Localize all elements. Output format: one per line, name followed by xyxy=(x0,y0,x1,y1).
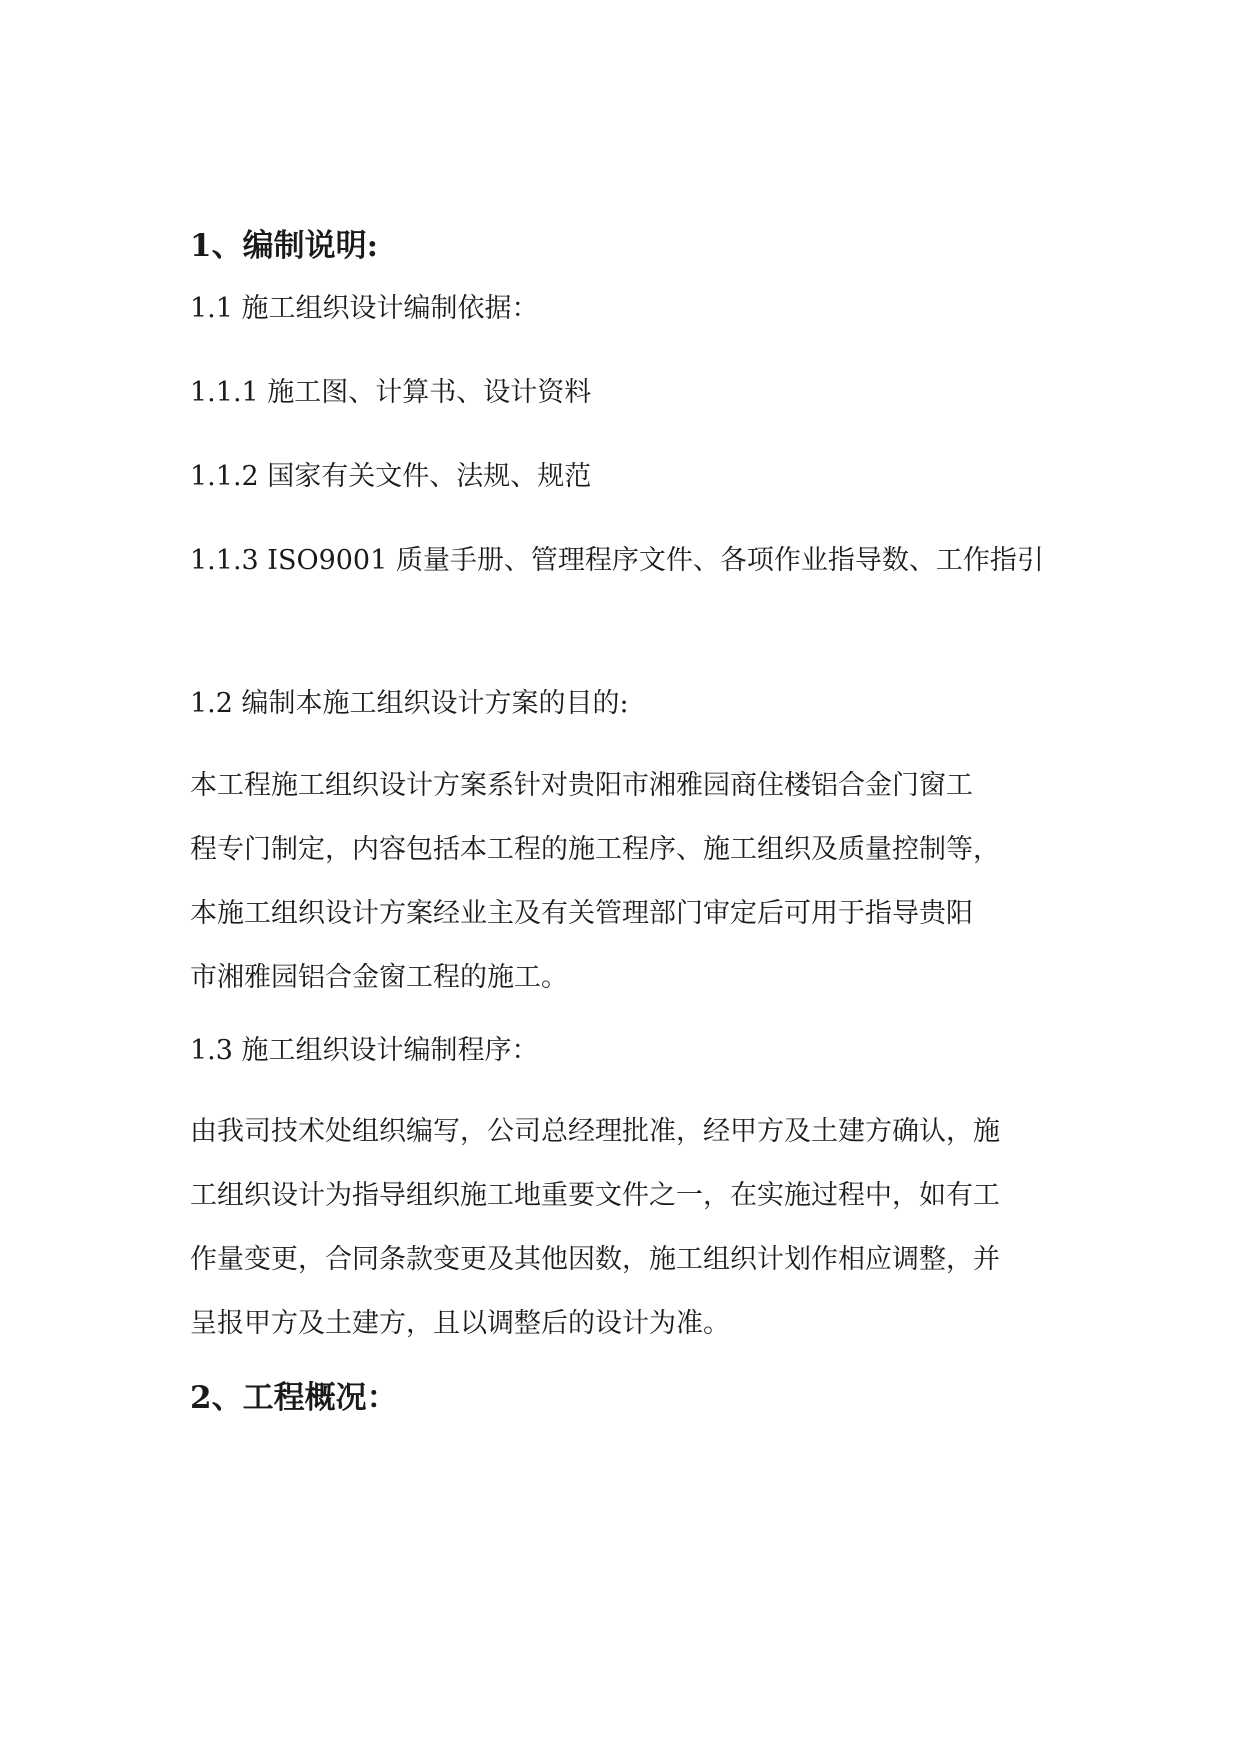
list-item-1-1-1: 1.1.1 施工图、计算书、设计资料 xyxy=(190,377,592,408)
list-item-1-1-3: 1.1.3 ISO9001 质量手册、管理程序文件、各项作业指导数、工作指引 xyxy=(190,545,1044,576)
section-2-heading: 2、工程概况： xyxy=(190,1380,398,1416)
list-item-1-1-2: 1.1.2 国家有关文件、法规、规范 xyxy=(190,461,592,492)
subsection-1-3-paragraph xyxy=(190,1100,1060,1356)
paragraph-line: 作量变更，合同条款变更及其他因数，施工组织计划作相应调整，并 xyxy=(190,1244,1000,1275)
paragraph-line: 呈报甲方及土建方，且以调整后的设计为准。 xyxy=(190,1308,730,1339)
paragraph-line: 市湘雅园铝合金窗工程的施工。 xyxy=(190,962,568,993)
section-1-heading: 1、编制说明: xyxy=(190,228,379,264)
paragraph-line: 由我司技术处组织编写，公司总经理批准，经甲方及土建方确认，施 xyxy=(190,1116,1000,1147)
paragraph-line: 本工程施工组织设计方案系针对贵阳市湘雅园商住楼铝合金门窗工 xyxy=(190,770,973,801)
paragraph-line: 本施工组织设计方案经业主及有关管理部门审定后可用于指导贵阳 xyxy=(190,898,973,929)
subsection-1-2-title: 1.2 编制本施工组织设计方案的目的: xyxy=(190,688,629,719)
paragraph-line: 工组织设计为指导组织施工地重要文件之一，在实施过程中，如有工 xyxy=(190,1180,1000,1211)
paragraph-line: 程专门制定，内容包括本工程的施工程序、施工组织及质量控制等， xyxy=(190,834,1000,865)
subsection-1-3-title: 1.3 施工组织设计编制程序： xyxy=(190,1035,539,1066)
subsection-1-1-title: 1.1 施工组织设计编制依据： xyxy=(190,293,539,324)
subsection-1-2-paragraph xyxy=(190,754,1060,1010)
